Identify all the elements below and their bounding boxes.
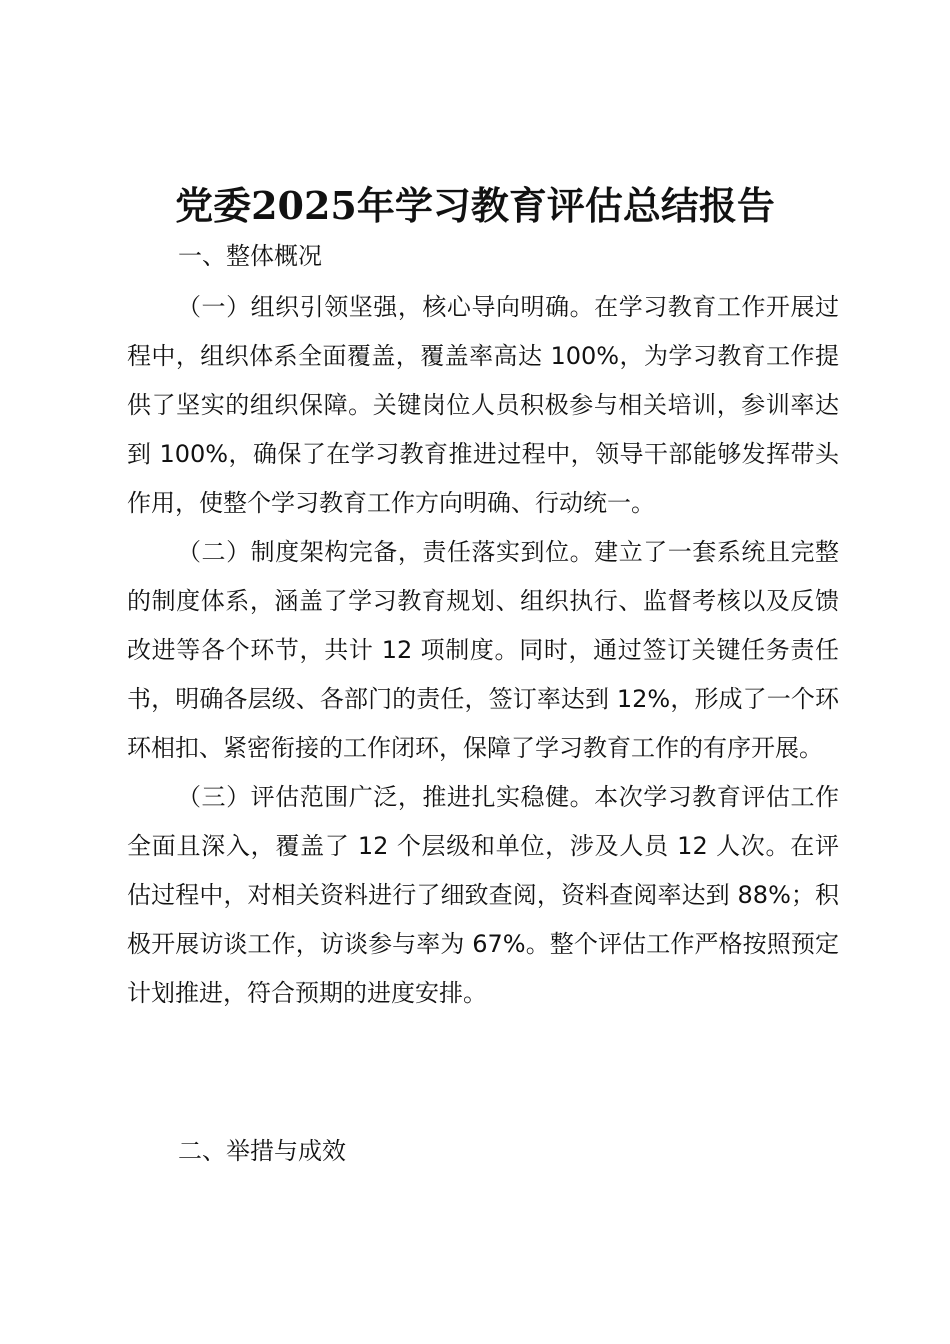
section-heading-overview: 一、整体概况 [178, 242, 322, 270]
section-heading-measures: 二、举措与成效 [178, 1137, 346, 1165]
section-body-overview [127, 283, 839, 1018]
paragraph-system: （二）制度架构完备，责任落实到位。建立了一套系统且完整的制度体系，涵盖了学习教育规划、组织执行、监督考核以及反馈改进等各个环节，共计 12 项制度。同时，通过签订关键任务责任书，明确各层级、各部门的责任，签订率达到 12%，形成了一个环环相扣、紧密衔接的工作闭环，保障了学习教育工作的有序开展。 [127, 538, 839, 762]
paragraph-evaluation: （三）评估范围广泛，推进扎实稳健。本次学习教育评估工作全面且深入，覆盖了 12 个层级和单位，涉及人员 12 人次。在评估过程中，对相关资料进行了细致查阅，资料查阅率达到 88%；积极开展访谈工作，访谈参与率为 67%。整个评估工作严格按照预定计划推进，符合预期的进度安排。 [127, 783, 839, 1007]
document-title: 党委2025年学习教育评估总结报告 [175, 183, 775, 228]
paragraph-organization: （一）组织引领坚强，核心导向明确。在学习教育工作开展过程中，组织体系全面覆盖，覆盖率高达 100%，为学习教育工作提供了坚实的组织保障。关键岗位人员积极参与相关培训，参训率达到 100%，确保了在学习教育推进过程中，领导干部能够发挥带头作用，使整个学习教育工作方向明确、行动统一。 [127, 293, 839, 517]
